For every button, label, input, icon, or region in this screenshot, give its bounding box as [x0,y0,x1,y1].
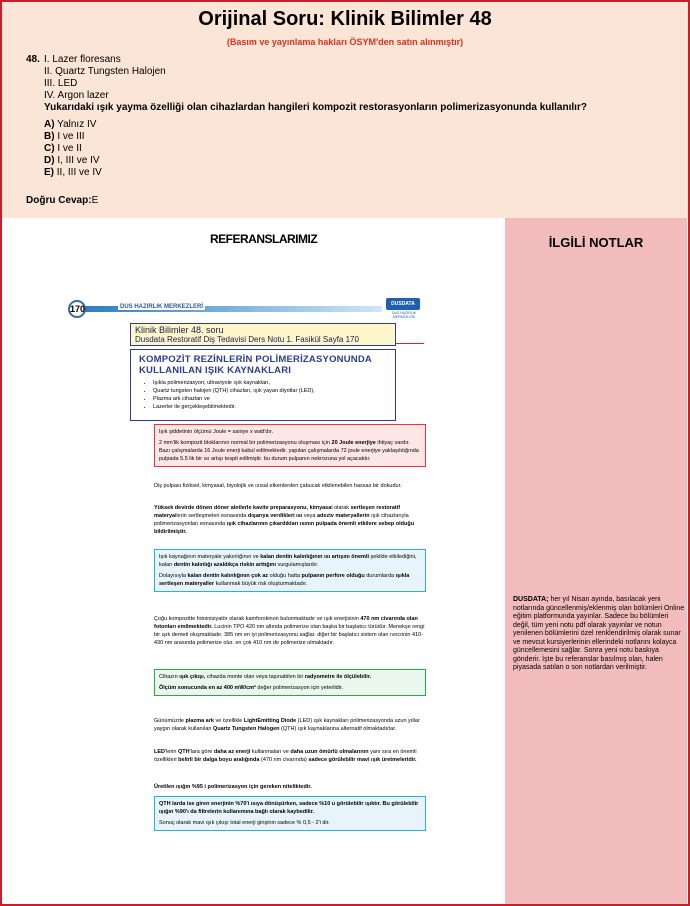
notes-text: DUSDATA; her yıl Nisan ayında, basılacak yeni notlarında güncellenmiş/eklenmiş olan bölümleri Online eğitim platformunda yayınlar. Sadece bu bölümleri değil, tüm yeni notu pdf olarak yayınlar ve notun yenilenen bölümlerini özel renklendirilmiş olarak sunar ve mevcut kursiyerlerinin ellerindeki notlarını kolayca güncellemesini sağlar. Sonra yeni notu baskıya gönderir. İşte bu referanslar basılmış olan, halen piyasada satılan o son notlardan verilmiştir. [513,596,685,671]
answer-options [26,119,587,179]
paragraph: Diş pulpası fiziksel, kimyasal, biyolojik ve ısısal etkenlerden çabucak etkilenebilen hassas bir dokudur. [154,483,402,489]
paragraph: Yüksek devirde dönen döner aletlerle kavite preparasyonu, kimyasal olarak sertleşen restoratif materyallerin sertleşmeleri esnasında dışarıya verdikleri ısı veya adeziv materyallerin ışık cihazlarıyla polimerizasyonları esnasında ışık cihazlarının çıkardıkları ısının pulpada önemli etkilere sebep olduğu bildirilmiştir. [154,505,415,535]
page-header-text: DUS HAZIRLIK MERKEZLERİ [120,304,203,310]
option-d: D) I, III ve IV [44,155,100,166]
question-panel [2,2,688,218]
list-item: • Plazma ark cihazları ve [153,395,387,403]
question-item: 48. I. Lazer floresans [26,54,121,65]
dentin-warning-box: Işık kaynağının materyale yakınlığının ve kalan dentin kalınlığının ısı artışını önemli şekilde etkilediğini, kalan dentin kalınlığı azaldıkça riskin arttığını vurgulamışlardır. Dolayısıyla kalan dentin kalınlığının çok az olduğu hatta pulpanın perfore olduğu durumlarda ışıkla sertleşen materyaller kullanmak büyük risk oluşturmaktadır. [154,549,426,592]
page-title: Orijinal Soru: Klinik Bilimler 48 [198,8,492,30]
question-item: IV. Argon lazer [44,90,109,101]
reference-source: Dusdata Restoratif Diş Tedavisi Ders Notu 1. Fasikül Sayfa 170 [135,335,359,344]
notes-header: İLGİLİ NOTLAR [548,235,644,250]
correct-answer: Doğru Cevap:E [26,195,99,206]
page-number: 170 [68,300,86,318]
list-item: • Lazerler ile gerçekleşebilmektedir. [153,403,387,411]
qth-energy-box: QTH larda ise giren enerjinin %70'i ısıya dönüşürken, sadece %10 u görülebilir ışıktır. Bu görülebilir ışığın %90'ı da filtrelerin kullanımına bağlı olarak kaybedilir. Sonuç olarak mavi ışık çıkışı total enerji girişinin sadece % 0,5 - 2'i dir. [154,796,426,831]
section-title: KOMPOZİT REZİNLERİN POLİMERİZASYONUNDA KULLANILAN IŞIK KAYNAKLARI [139,354,372,376]
paragraph: LED'lerin QTH'lara göre daha az enerji kullanmaları ve daha uzun ömürlü olmalarının yanı sıra en önemli özellikleri belirli bir dalga boyu aralığında (470 nm civarında) sadece görülebilir mavi ışık üretmeleridir. [154,749,417,763]
energy-info-box: Işık şiddetinin ölçümü Joule = saniye x watt'dır. 2 mm'lik kompozit bloklarının normal bir polimerizasyonu oluşması için 20 Joule enerjiye ihtiyaç vardır. Bazı çalışmalarda 16 Joule enerji kabul edilmektedir. yapılan çalışmalarda 72 joule enerjiye yaklaşıldığında pulpada 5.5 lik bir ısı artışı tespit edilmiştir. bu durum pulpanın nekrozuna yol açacaktır. [154,424,426,467]
reference-pointer-line [396,343,424,344]
list-item: • Quartz tungsten halojen (QTH) cihazları, ışık yayan diyotlar (LED), [153,387,387,395]
notes-column [505,218,687,904]
question-item: II. Quartz Tungsten Halojen [44,66,166,77]
question-number: 48. [26,54,40,65]
paragraph: Günümüzde plazma ark ve özellikle LightEmitting Diode (LED) ışık kaynakları polimerizasyonda uzun yıllar yaygın olarak kullanılan Quartz Tungsten Halogen (QTH) ışık kaynaklarına alternatif olmaktadırlar. [154,718,420,732]
list-item: • Işıkla polimerizasyon; ultraviyole ışık kaynakları, [153,379,387,387]
paragraph: Üretilen ışığın %95 i polimerizasyon için gereken niteliktedir. [154,784,312,790]
paragraph: Çoğu kompozitte fotoinisiyatör olarak kamforokinon bulunmaktadır ve ışık enerjisinin 470 nm civarında olan fotonları emilmektedir. Lucinin TPO 420 nm altında polimerize olan başka bir başlatıcı türüdür. Menekşe rengi bir ışık demeti oluşmaktadır. 385 nm en iyi polimerizasyonu sağlar. diğer bir başlatıcı sistem olan ıvoconin 410- 430 nm arasında polimerize olur. en çok 410 nm de polimerize olmaktadır. [154,616,425,646]
radiometer-box: Cihazın ışık çıkışı, cihazda monte olan veya taşınabilen bir radyometre ile ölçülebilir. Ölçüm sonucunda en az 400 mW/cm² değer polimerizasyon için yeterlidir. [154,669,426,696]
option-e: E) II, III ve IV [44,167,102,178]
rights-notice: (Basım ve yayınlama hakları ÖSYM'den satın alınmıştır) [226,37,464,47]
question-item: III. LED [44,78,78,89]
light-source-list [139,379,387,411]
references-header: REFERANSLARIMIZ [210,232,318,246]
option-c: C) I ve II [44,143,82,154]
question-block [26,54,587,179]
dusdata-logo: DUSDATA DUS HAZIRLIK MERKEZLERİ [382,296,424,318]
option-a: A) Yalnız IV [44,119,97,130]
option-b: B) I ve III [44,131,85,142]
reference-title: Klinik Bilimler 48. soru [135,325,224,335]
reference-source-box [130,323,396,346]
reference-page-scan [60,293,440,853]
question-stem: Yukarıdaki ışık yayma özelliği olan cihazlardan hangileri kompozit restorasyonların polimerizasyonunda kullanılır? [44,102,587,113]
section-title-box [130,349,396,421]
